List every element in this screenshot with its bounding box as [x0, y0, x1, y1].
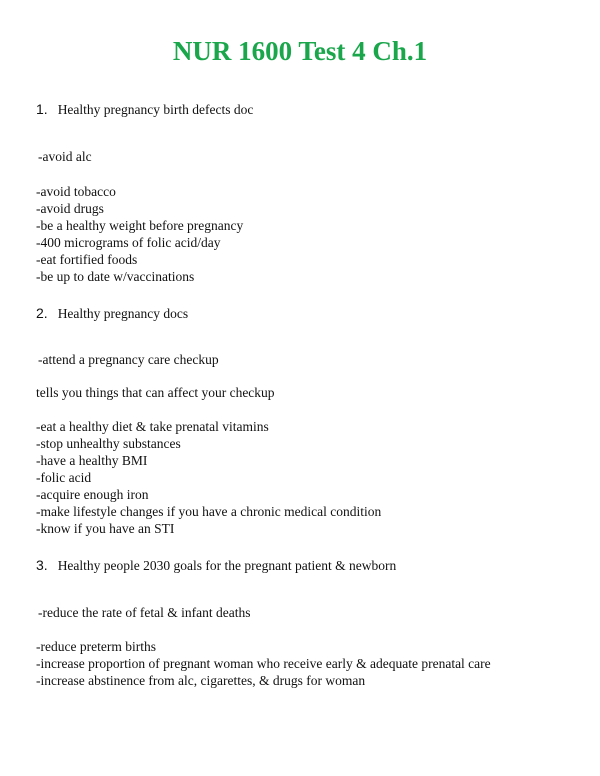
answer-line: -avoid drugs — [36, 201, 104, 216]
answer-line: -be up to date w/vaccinations — [36, 269, 195, 284]
answer-line: -acquire enough iron — [36, 487, 149, 502]
answer-lead: -attend a pregnancy care checkup — [38, 352, 219, 367]
answer-line: -have a healthy BMI — [36, 453, 148, 468]
question-text: Healthy pregnancy docs — [57, 306, 189, 321]
question-1 — [36, 101, 253, 118]
answer-line: -eat fortified foods — [36, 252, 138, 267]
answer-line: -eat a healthy diet & take prenatal vitamins — [36, 419, 269, 434]
answer-line: -make lifestyle changes if you have a chronic medical condition — [36, 504, 382, 519]
answer-note: tells you things that can affect your checkup — [36, 385, 275, 400]
answer-line: -be a healthy weight before pregnancy — [36, 218, 244, 233]
answer-lead: -reduce the rate of fetal & infant deaths — [38, 605, 251, 620]
answer-line: -folic acid — [36, 470, 92, 485]
question-number: 2. — [36, 305, 48, 321]
answer-line: -reduce preterm births — [36, 639, 156, 654]
question-number: 1. — [36, 101, 48, 117]
answer-line: -stop unhealthy substances — [36, 436, 181, 451]
answer-line: -know if you have an STI — [36, 521, 175, 536]
answer-line: -avoid tobacco — [36, 184, 116, 199]
answer-line: -increase proportion of pregnant woman who receive early & adequate prenatal care — [36, 656, 491, 671]
question-text: Healthy people 2030 goals for the pregnant patient & newborn — [57, 558, 397, 573]
answer-line: -increase abstinence from alc, cigarettes, & drugs for woman — [36, 673, 366, 688]
question-number: 3. — [36, 557, 48, 573]
answer-line: -400 micrograms of folic acid/day — [36, 235, 221, 250]
question-3 — [36, 557, 396, 574]
page-title: NUR 1600 Test 4 Ch.1 — [172, 36, 428, 66]
answer-lead: -avoid alc — [38, 149, 92, 164]
question-2 — [36, 305, 188, 322]
question-text: Healthy pregnancy birth defects doc — [57, 102, 254, 117]
